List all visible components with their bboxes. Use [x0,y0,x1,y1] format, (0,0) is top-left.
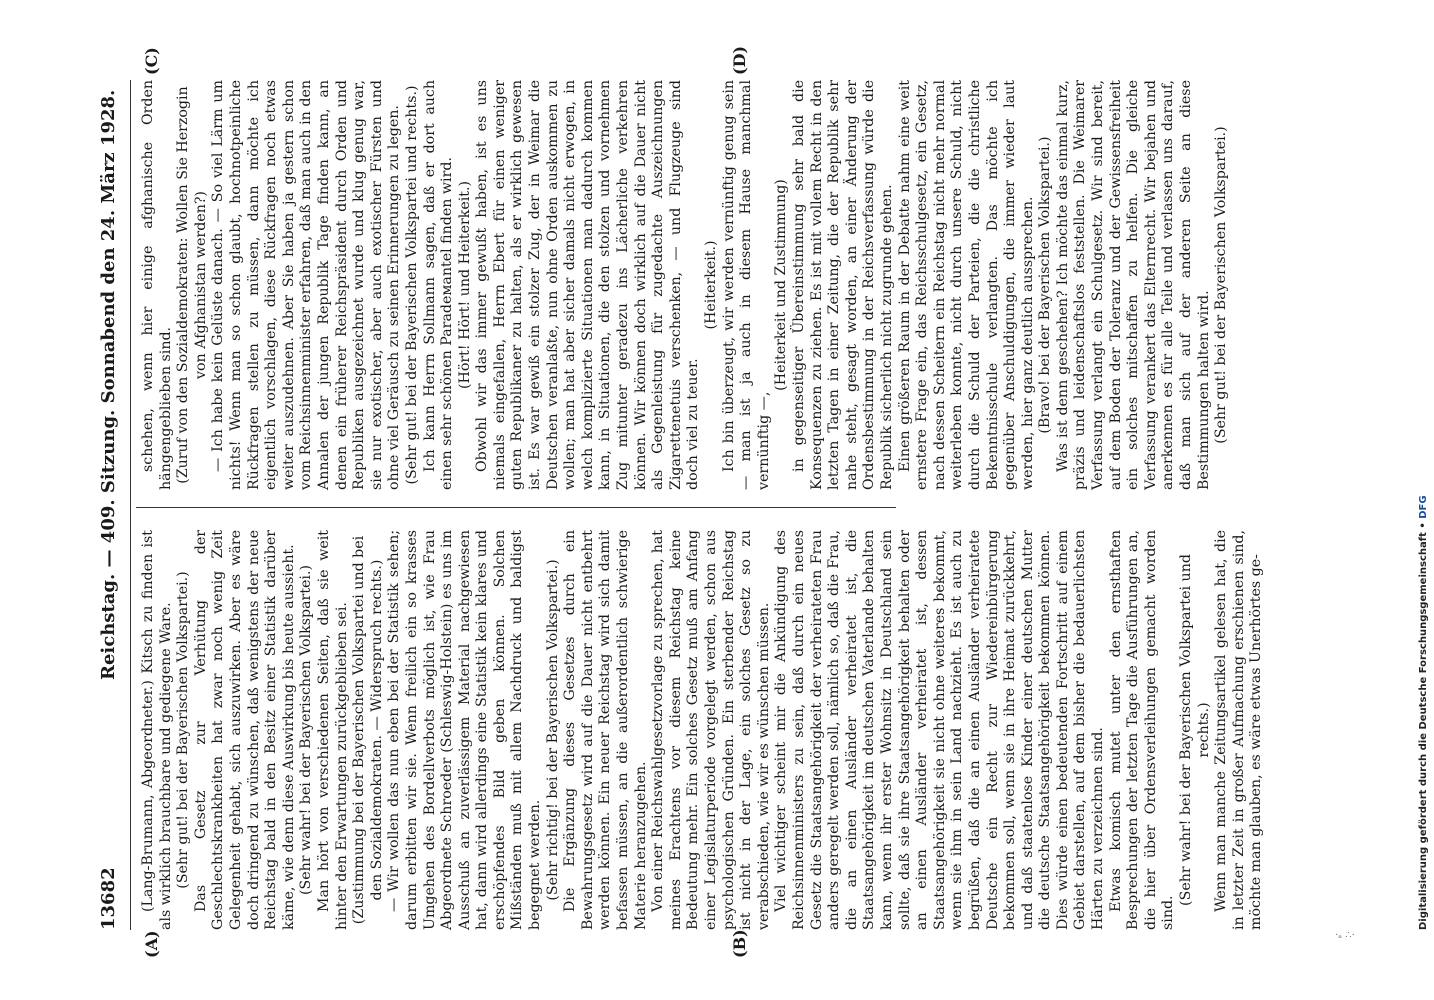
interjection: (Sehr gut! bei der Bayerischen Volkspartei.) [1213,126,1230,444]
right-column [140,80,1231,490]
left-column [140,530,1266,930]
interjection: (Sehr richtig! bei der Bayerischen Volkspartei.) [544,559,561,901]
paragraph: in gegenseitiger Übereinstimmung sehr bald die Konsequenzen zu ziehen. Es ist mit vollem Recht in den letzten Tagen in einer Zeitung, die der Republik sehr nahe steht, gesagt worden, an einer Änderung der Ordensbestimmung in der Reichsverfassung würde die Republik sicherlich nicht zugrunde gehen. [790,80,895,490]
paragraph: — Ich habe kein Gelüste danach. — So viel Lärm um nichts! Wenn man so schon glaubt, hochnotpeinliche Rückfragen stellen zu müssen, dann möchte ich eigentlich vorschlagen, diese Rückfragen noch etwas weiter auszudehnen. Aber Sie haben ja gestern schon vom Reichsinnenminister erfahren, daß man auch in den Annalen der jungen Republik Tage finden kann, an denen ein früherer Reichspräsident durch Orden und Republiken ausgezeichnet wurde und klug genug war, sie nur exotischer, aber auch exotischer Fürsten und ohne viel Geräusch zu seinen Erinnerungen zu legen. [210,80,403,490]
running-title: Reichstag. — 409. Sitzung. Sonnabend den 24. März 1928. [98,89,119,680]
margin-mark-c: (C) [142,47,161,75]
interjection: (Hört! Hört! und Heiterkeit.) [456,180,473,390]
dfg-credit-text: Digitalisierung gefördert durch die Deutsche Forschungsgemeinschaft • [1418,522,1429,930]
page-header [90,80,131,930]
interjection: (Bravo! bei der Bayerischen Volkspartei.) [1037,136,1054,434]
paragraph: (Lang-Brumann, Abgeordneter.) Kitsch zu finden ist als wirklich brauchbare und gediegene Ware. [140,530,174,930]
paragraph: — Wir wollen das nun eben bei der Statistik sehen; darum erbitten wir sie. Wenn freilich ein so krasses Umgehen des Bordellverbots möglich ist, wie Frau Abgeordnete Schroeder (Schleswig-Holstein) es uns im Ausschuß an zuverlässigem Material nachgewiesen hat, dann wird allerdings eine Statistik kein klares und erschöpfendes Bild geben können. Solchen Mißständen muß mit allem Nachdruck und baldigst begegnet werden. [386,530,544,930]
paragraph: Von einer Reichswahlgesetzvorlage zu sprechen, hat meines Erachtens vor diesem Reichstag keine Bedeutung mehr. Ein solches Gesetz muß am Anfang einer Legislaturperiode vorgelegt werden, schon aus psychologischen Gründen. Ein sterbender Reichstag ist nicht in der Lage, ein solches Gesetz so zu verabschieden, wie wir es wünschen müssen. [650,530,772,930]
dfg-credit-strip [1418,0,1434,1000]
scan-specks: ·ₐ ∴· [1335,930,1355,941]
paragraph: Etwas komisch mutet unter den ernsthaften Besprechungen der letzten Tage die Ausführungen an, die hier über Ordensverleihungen gemacht worden sind. [1107,530,1177,930]
interjection: (Heiterkeit.) [703,240,719,330]
paragraph: Ich kann Herrn Sollmann sagen, daß er dort auch einen sehr schönen Paradeмantel finden wird. [421,80,456,490]
margin-mark-b: (B) [730,929,749,958]
paragraph: Einen größeren Raum in der Debatte nahm eine weit ernstere Frage ein, das Reichsschulgesetz, ein Gesetz, nach dessen Scheitern ein Reichstag nicht mehr normal weiterleben konnte, nicht durch unsere Schuld, nicht durch die Schuld der Parteien, die die christliche Bekenntnisschule verlangten. Das möchte ich gegenüber Anschuldigungen, die immer wieder laut werden, hier ganz deutlich aussprechen. [896,80,1036,490]
paragraph: Viel wichtiger scheint mir die Ankündigung des Reichsinnenministers zu sein, daß durch ein neues Gesetz die Staatsangehörigkeit der verheirateten Frau anders geregelt werden soll, nämlich so, daß die Frau, die an einen Ausländer verheiratet ist, die Staatsangehörigkeit im deutschen Vaterlande behalten kann, wenn ihr erster Wohnsitz in Deutschland sein sollte, daß sie ihre Staatsangehörigkeit behalten oder an einen Ausländer verheiratet ist, dessen Staatsangehörigkeit sie nicht ohne weiteres bekommt, wenn sie ihm in sein Land nachzieht. Es ist auch zu begrüßen, daß die an einen Ausländer verheiratete Deutsche ein Recht zur Wiedereinbürgerung bekommen soll, wenn sie in ihre Heimat zurückkehrt, und daß staatenlose Kinder einer deutschen Mutter die deutsche Staatsangehörigkeit bekommen können. Dies würde einen bedeutenden Fortschritt auf einem Gebiet darstellen, auf dem bisher die bedauerlichsten Härten zu verzeichnen sind. [773,530,1107,930]
paragraph: schehen, wenn hier einige afghanische Orden hängengeblieben sind. [140,80,174,490]
paragraph: Wenn man manche Zeitungsartikel gelesen hat, die in letzter Zeit in großer Aufmachung erschienen sind, möchte man glauben, es wäre etwas Unerhörtes ge- [1213,530,1265,930]
interjection: (Sehr gut! bei der Bayerischen Volkspartei.) [175,571,192,889]
paragraph: Ich bin überzeugt, wir werden vernünftig genug sein — man ist ja auch in diesem Hause manchmal vernünftig —, [720,80,772,490]
column-divider [136,507,896,508]
rotated-page-content [90,45,1265,958]
dfg-logo: DFG [1418,495,1429,519]
margin-mark-d: (D) [730,45,749,75]
margin-mark-a: (A) [142,930,161,958]
paragraph: Das Gesetz zur Verhütung der Geschlechtskrankheiten hat zwar noch wenig Zeit Gelegenheit gehabt, sich auszuwirken. Aber es wäre doch dringend zu wünschen, daß wenigstens der neue Reichstag bald in den Besitz einer Statistik darüber käme, wie denn diese Auswirkung bis heute aussieht. [192,530,297,930]
interjection: (Zustimmung bei der Bayerischen Volkspartei und bei den Sozialdemokraten. — Widerspruch rechts.) [351,535,385,925]
paragraph: Was ist denn geschehen? Ich möchte das einmal kurz, präzis und leidenschaftslos feststellen. Die Weimarer Verfassung verlangt ein Schulgesetz. Wir sind bereit, auf dem Boden der Toleranz und der Gewissensfreiheit ein solches mitschaffen zu helfen. Die gleiche Verfassung verankert das Elternrecht. Wir bejahen und anerkennen es für alle Teile und verlassen uns darauf, daß man sich auf der anderen Seite an diese Bestimmungen halten wird. [1054,80,1212,490]
interjection: (Zuruf von den Sozialdemokraten: Wollen Sie Herzogin von Afghanistan werden?) [175,86,209,484]
page-number: 13682 [98,867,119,930]
paragraph: Die Ergänzung dieses Gesetzes durch ein Bewahrungsgesetz wird auf die Dauer nicht entbehrt werden können. Ein neuer Reichstag wird sich damit befassen müssen, an die außerordentlich schwierige Materie heranzugehen. [562,530,649,930]
interjection: (Sehr wahr! bei der Bayerischen Volkspartei und rechts.) [1178,554,1212,906]
interjection: (Sehr gut! bei der Bayerischen Volkspartei und rechts.) [403,85,420,485]
paragraph: Obwohl wir das immer gewußt haben, ist es uns niemals eingefallen, Herrn Ebert für einen weniger guten Republikaner zu halten, als er wirklich gewesen ist. Es war gewiß ein stolzer Zug, der in Weimar die Deutschen veranlaßte, nun ohne Orden auskommen zu wollen; man hat aber sicher damals nicht erwogen, in welch komplizierte Situationen man dadurch kommen kann, in Situationen, die den stolzen und vornehmen Zug mitunter geradezu ins Lächerliche verkehren können. Wir können doch wirklich auf die Dauer nicht als Gegenleistung für zugedachte Auszeichnungen Zigarettenetuis verschenken, — und Flugzeuge sind doch viel zu teuer. [474,80,702,490]
interjection: (Heiterkeit und Zustimmung) [773,179,790,391]
paragraph: Man hört von verschiedenen Seiten, daß sie weit hinter den Erwartungen zurückgeblieben sei. [315,530,350,930]
interjection: (Sehr wahr! bei der Bayerischen Volkspartei.) [298,564,315,896]
